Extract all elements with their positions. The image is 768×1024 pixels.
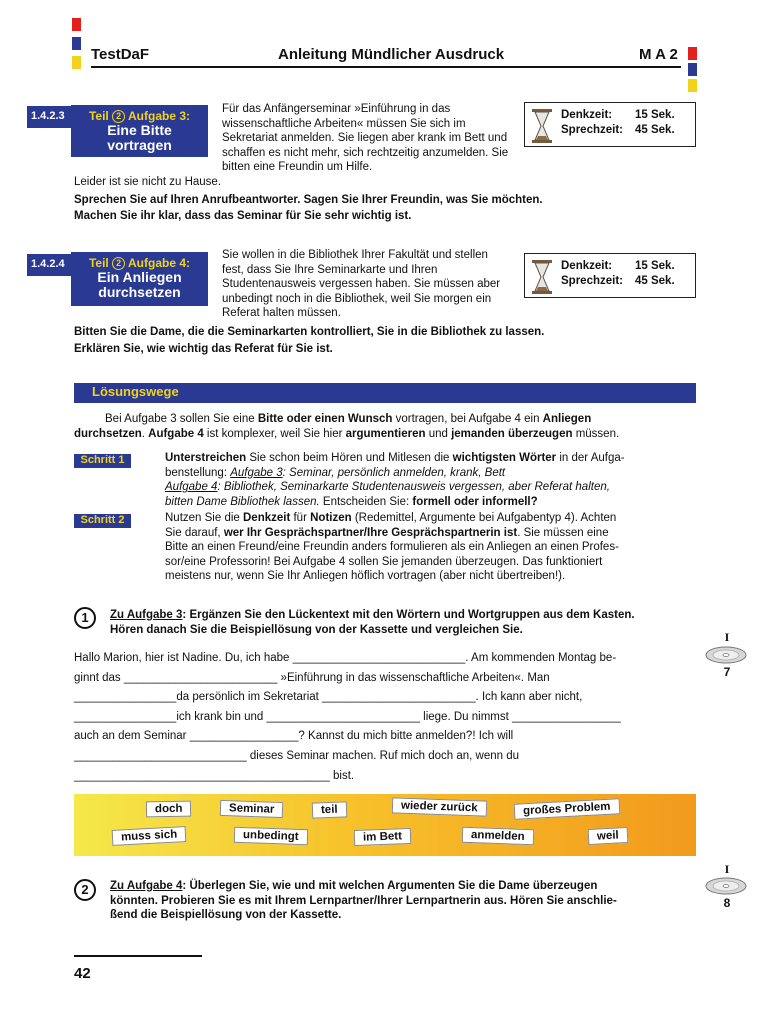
task3-intro: Für das Anfängerseminar »Einführung in das wissenschaftliche Arbeiten« müssen Sie sich im Sekretariat anmelden. Sie liegen aber krank im Bett und schaffen es nicht mehr, sich rechtzeitig anzumelden. Sie bitten eine Freundin um Hilfe. xyxy=(222,103,509,174)
task3-sprechzeit-value: 45 Sek. xyxy=(635,124,675,136)
task4-denkzeit-value: 15 Sek. xyxy=(635,260,675,272)
header-rule xyxy=(91,66,681,68)
task4-teil-prefix: Teil xyxy=(88,256,109,270)
cd-icon xyxy=(704,876,748,896)
gap-line: Hallo Marion, hier ist Nadine. Du, ich habe ___________________________. Am kommenden Montag be- xyxy=(74,652,617,664)
task4-number: 1.4.2.4 xyxy=(27,254,71,276)
decor-square-red-right xyxy=(688,47,697,60)
schritt1-text: Unterstreichen Sie schon beim Hören und Mitlesen die wichtigsten Wörter in der Aufga- benstellung: Aufgabe 3: Seminar, persönlich anmelden, krank, Bett Aufgabe 4: Bibliothek, Seminarkarte Studentenausweis vergessen, aber Referat halten, bitten Dame Bibliothek lassen. Entscheiden Sie: formell oder informell? xyxy=(165,452,625,508)
gap-line: ________________da persönlich im Sekretariat ________________________. Ich kann aber nicht, xyxy=(74,691,583,704)
cd-icon xyxy=(704,645,748,665)
word-chip: im Bett xyxy=(354,828,412,846)
header-title: Anleitung Mündlicher Ausdruck xyxy=(278,46,505,63)
schritt2-label: Schritt 2 xyxy=(74,514,131,528)
word-chip: Seminar xyxy=(220,800,284,818)
task3-aufgabe: Aufgabe 3: xyxy=(128,109,191,123)
task3-continuation: Leider ist sie nicht zu Hause. xyxy=(74,176,222,188)
cd-track-8: 8 xyxy=(723,896,731,910)
task3-teil-number: 2 xyxy=(112,110,125,123)
gap-line: ginnt das ________________________ »Einführung in das wissenschaftliche Arbeiten«. Man xyxy=(74,671,550,684)
page-number: 42 xyxy=(74,965,91,982)
header-left: TestDaF xyxy=(91,46,150,63)
cd-track-7: 7 xyxy=(723,665,731,679)
task4-title-line1: Ein Anliegen xyxy=(97,269,182,285)
cd-side-label-1: I xyxy=(724,630,730,644)
decor-square-yellow-right xyxy=(688,79,697,92)
gap-line: ________________ich krank bin und ________________________ liege. Du nimmst _________________ xyxy=(74,710,621,723)
cd-side-label-2: I xyxy=(724,862,730,876)
task4-denkzeit-label: Denkzeit: xyxy=(561,260,613,272)
task4-teil-number: 2 xyxy=(112,257,125,270)
task3-instruction2: Machen Sie ihr klar, dass das Seminar für Sie sehr wichtig ist. xyxy=(74,210,412,222)
word-chip: unbedingt xyxy=(234,827,308,846)
hourglass-icon xyxy=(532,109,552,143)
decor-square-blue-right xyxy=(688,63,697,76)
task3-title-line2: vortragen xyxy=(107,137,172,153)
schritt2-text: Nutzen Sie die Denkzeit für Notizen (Redemittel, Argumente bei Aufgabentyp 4). Achten Sie darauf, wer Ihr Gesprächspartner/Ihre Gesprächspartnerin ist. Sie müssen eine Bitte an einen Freund/eine Freundin anders formulieren als ein Anliegen an einen Profes- sor/eine Professorin! Bei Aufgabe 4 sollen Sie jemanden überzeugen. Das funktioniert meistens nur, wenn Sie Ihr Anliegen höflich vortragen (aber nicht übertreiben!). xyxy=(165,512,619,583)
task4-time-box xyxy=(524,253,696,298)
exercise1-instruction: Zu Aufgabe 3: Ergänzen Sie den Lückentext mit den Wörtern und Wortgruppen aus dem Kasten. Hören danach Sie die Beispiellösung von der Kassette und vergleichen Sie. xyxy=(110,609,635,636)
gap-line: ___________________________ dieses Seminar machen. Ruf mich doch an, wenn du xyxy=(74,749,519,762)
hourglass-icon xyxy=(532,260,552,294)
task4-instruction2: Erklären Sie, wie wichtig das Referat für Sie ist. xyxy=(74,343,333,355)
schritt1-label: Schritt 1 xyxy=(74,454,131,468)
task4-title-box xyxy=(71,252,208,306)
task3-number: 1.4.2.3 xyxy=(27,106,71,128)
task3-title-line1: Eine Bitte xyxy=(107,122,172,138)
task4-title-line2: durchsetzen xyxy=(98,284,181,300)
task4-sprechzeit-value: 45 Sek. xyxy=(635,275,675,287)
word-chip: muss sich xyxy=(112,826,187,846)
task3-time-box xyxy=(524,102,696,147)
word-chip: wieder zurück xyxy=(392,797,487,816)
loesungswege-heading: Lösungswege xyxy=(74,383,696,403)
task3-denkzeit-label: Denkzeit: xyxy=(561,109,613,121)
exercise2-instruction: Zu Aufgabe 4: Überlegen Sie, wie und mit welchen Argumenten Sie die Dame überzeugen könnten. Probieren Sie es mit Ihrem Lernpartner/Ihrer Lernpartnerin aus. Hören Sie anschlie- ßend die Beispiellösung von der Kassette. xyxy=(110,880,617,922)
task3-instruction1: Sprechen Sie auf Ihren Anrufbeantworter. Sagen Sie Ihrer Freundin, was Sie möchten. xyxy=(74,194,543,206)
gap-text xyxy=(74,649,694,786)
decor-square-yellow xyxy=(72,56,81,69)
word-chip: weil xyxy=(588,827,629,845)
header-right: M A 2 xyxy=(639,46,678,63)
word-chip: teil xyxy=(312,801,347,818)
gap-line: auch an dem Seminar _________________? Kannst du mich bitte anmelden?! Ich will xyxy=(74,730,514,743)
footer-rule xyxy=(74,955,202,957)
task3-title-box xyxy=(71,105,208,157)
task3-denkzeit-value: 15 Sek. xyxy=(635,109,675,121)
task3-sprechzeit-label: Sprechzeit: xyxy=(561,124,623,136)
task4-intro: Sie wollen in die Bibliothek Ihrer Fakultät und stellen fest, dass Sie Ihre Seminarkarte und Ihren Studentenausweis vergessen haben. Sie müssen aber unbedingt noch in die Bibliothek, weil Sie morgen ein Referat halten müssen. xyxy=(222,249,501,320)
word-chip: großes Problem xyxy=(514,798,620,820)
gap-line: ________________________________________ bist. xyxy=(74,769,355,782)
exercise1-number: 1 xyxy=(74,607,96,629)
decor-square-blue xyxy=(72,37,81,50)
task3-teil-prefix: Teil xyxy=(88,109,109,123)
task4-aufgabe: Aufgabe 4: xyxy=(128,256,191,270)
word-chip: doch xyxy=(146,801,192,818)
exercise2-number: 2 xyxy=(74,879,96,901)
task4-instruction1: Bitten Sie die Dame, die die Seminarkarten kontrolliert, Sie in die Bibliothek zu lassen. xyxy=(74,326,545,338)
word-box xyxy=(74,794,696,856)
task4-sprechzeit-label: Sprechzeit: xyxy=(561,275,623,287)
word-chip: anmelden xyxy=(462,827,534,845)
decor-square-red xyxy=(72,18,81,31)
loesungswege-intro: Bei Aufgabe 3 sollen Sie eine Bitte oder einen Wunsch vortragen, bei Aufgabe 4 ein Anliegen durchsetzen. Aufgabe 4 ist komplexer, weil Sie hier argumentieren und jemanden überzeugen müssen. xyxy=(74,413,620,440)
